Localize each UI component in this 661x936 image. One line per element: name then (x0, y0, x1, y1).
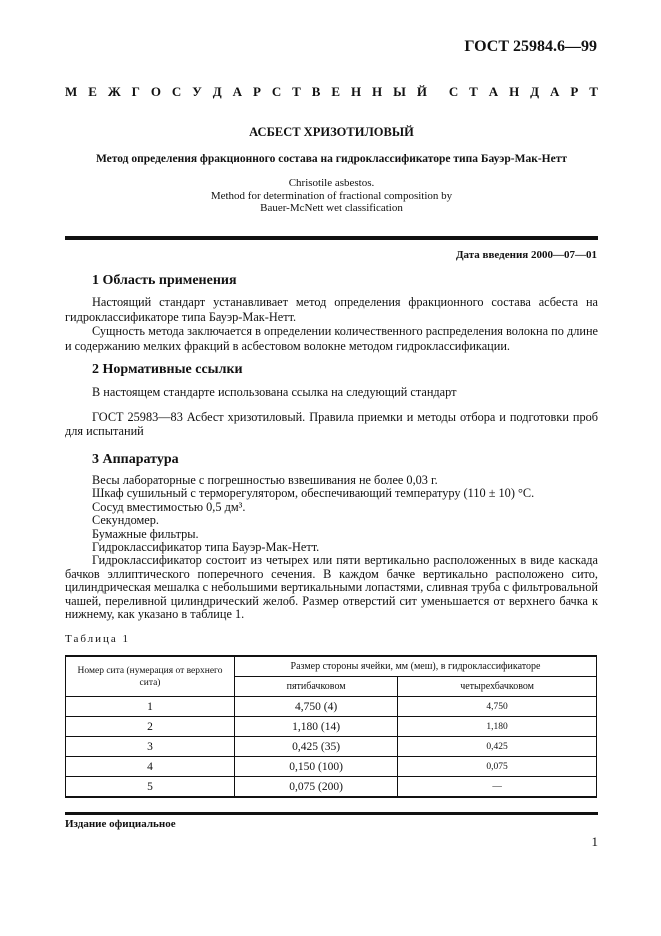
section-heading: 2 Нормативные ссылки (92, 362, 243, 377)
banner-letter: Т (469, 84, 478, 99)
table-cell: 0,075 (200) (235, 777, 398, 798)
section-body (65, 474, 598, 621)
paragraph: Настоящий стандарт устанавливает метод определения фракционного состава асбеста на гидроклассификаторе типа Бауэр-Мак-Нетт. (65, 295, 598, 324)
banner-letter: Р (570, 84, 579, 99)
banner-letter: С (448, 84, 459, 99)
banner-letter: Т (589, 84, 598, 99)
banner-letter: В (311, 84, 321, 99)
banner-letter: Е (331, 84, 341, 99)
english-line: Method for determination of fractional composition by (210, 189, 453, 202)
page-number: 1 (591, 834, 598, 850)
banner-letter: Н (509, 84, 520, 99)
banner-letter: Д (212, 84, 222, 99)
table-cell: — (398, 777, 597, 798)
banner-letter: А (488, 84, 499, 99)
table-header: Номер сита (нумерация от верхнего сита) (66, 656, 235, 697)
banner-letter: А (550, 84, 560, 99)
paragraph: Секундомер. (92, 513, 159, 528)
table-header: Размер стороны ячейки, мм (меш), в гидроклассификаторе (235, 656, 597, 677)
lower-content (65, 474, 598, 870)
banner-letter: Г (131, 84, 140, 99)
banner-letter: Ж (107, 84, 121, 99)
table-row (66, 757, 597, 777)
table-cell: 4,750 (398, 697, 597, 717)
banner-letter: С (171, 84, 182, 99)
paragraph: Шкаф сушильный с терморегулятором, обеспечивающий температуру (110 ± 10) °С. (92, 486, 535, 501)
english-line: Bauer-McNett wet classification (260, 202, 403, 214)
banner-letter: Й (416, 84, 427, 99)
section-heading: 3 Аппаратура (92, 452, 179, 467)
section-heading: 1 Область применения (92, 273, 237, 288)
table-row (66, 717, 597, 737)
banner-letter: Р (252, 84, 261, 99)
section-body (65, 295, 598, 353)
banner-letter: Д (530, 84, 540, 99)
sieve-table (65, 655, 597, 798)
table-cell: 1,180 (14) (235, 717, 398, 737)
footer-divider (65, 812, 598, 815)
effective-date: Дата введения 2000—07—01 (455, 249, 597, 261)
table-cell: 0,425 (35) (235, 737, 398, 757)
table-label: Таблица 1 (65, 633, 131, 646)
table-cell: 0,150 (100) (235, 757, 398, 777)
edition-note: Издание официальное (65, 818, 176, 831)
banner-letter: Н (372, 84, 383, 99)
table-header: пятибачковом (235, 677, 398, 697)
banner-letter: О (150, 84, 161, 99)
table-cell: 3 (66, 737, 235, 757)
table-row (66, 737, 597, 757)
table-header: четырехбачковом (398, 677, 597, 697)
table-row (66, 777, 597, 798)
table-cell: 5 (66, 777, 235, 798)
divider (65, 236, 598, 240)
table-cell: 0,425 (398, 737, 597, 757)
paragraph: В настоящем стандарте использована ссылка на следующий стандарт (92, 385, 457, 399)
banner-letter: У (192, 84, 202, 99)
banner-letter: Н (350, 84, 362, 99)
table-cell: 4 (66, 757, 235, 777)
paragraph: Сущность метода заключается в определении количественного распределения волокна по длине и содержанию мелких фракций в асбестовом волокне методом гидроклассификации. (65, 324, 598, 353)
paragraph: ГОСТ 25983—83 Асбест хризотиловый. Правила приемки и методы отбора и подготовки проб для испытаний (65, 409, 598, 438)
interstate-standard-banner (65, 84, 598, 100)
table-cell: 1,180 (398, 717, 597, 737)
section-body (65, 385, 598, 439)
english-title (65, 177, 598, 215)
table-row (66, 697, 597, 717)
document-subtitle: Метод определения фракционного состава на гидроклассификаторе типа Бауэр-Мак-Нетт (95, 153, 568, 165)
table-cell: 1 (66, 697, 235, 717)
paragraph: Бумажные фильтры. (92, 526, 199, 541)
table-cell: 4,750 (4) (235, 697, 398, 717)
table-cell: 0,075 (398, 757, 597, 777)
banner-letter: А (232, 84, 242, 99)
banner-letter: Т (292, 84, 301, 99)
document-title: АСБЕСТ ХРИЗОТИЛОВЫЙ (249, 125, 414, 139)
table-cell: 2 (66, 717, 235, 737)
standard-code: ГОСТ 25984.6—99 (464, 38, 597, 55)
paragraph: Гидроклассификатор типа Бауэр-Мак-Нетт. (92, 540, 320, 555)
paragraph: Сосуд вместимостью 0,5 дм³. (92, 499, 246, 514)
banner-letter: Е (88, 84, 97, 99)
paragraph: Гидроклассификатор состоит из четырех или пяти вертикально расположенных в виде каскада бачков эллиптического поперечного сечения. В каждом бачке вертикально расположено сито, цилиндрическая мешалка с небольшими вертикальными лопастями, сливная труба с фильтровальной чашей, переливной цилиндрический желоб. Размер отверстий сит уменьшается от верхнего бачка к нижнему, как указано в таблице 1. (65, 553, 598, 622)
banner-letter: М (65, 84, 78, 99)
english-line: Chrisotile asbestos. (288, 177, 375, 189)
paragraph: Весы лабораторные с погрешностью взвешивания не более 0,03 г. (92, 473, 438, 487)
banner-letter: Ы (393, 84, 406, 99)
banner-letter: С (271, 84, 282, 99)
